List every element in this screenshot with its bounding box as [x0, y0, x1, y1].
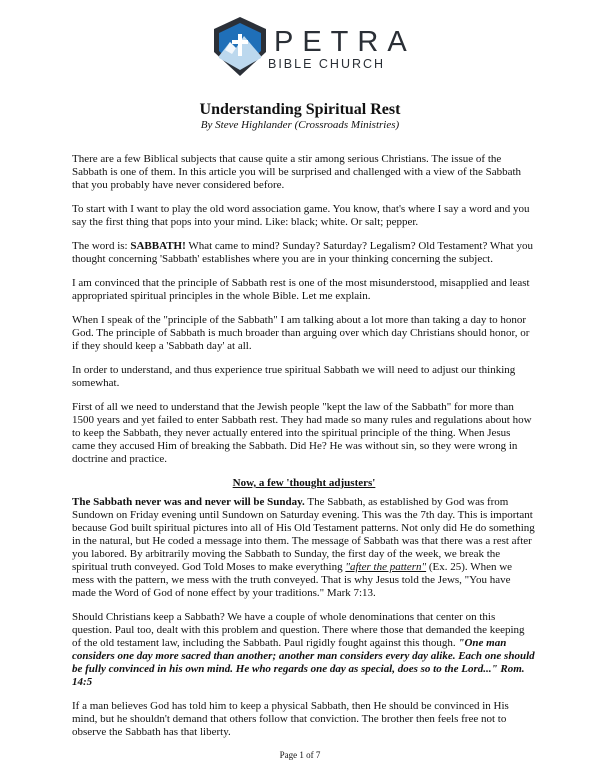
- logo-name: PETRA: [274, 26, 416, 58]
- mountain-shield-icon: [208, 14, 272, 80]
- paragraph: I am convinced that the principle of Sabbath rest is one of the most misunderstood, misapplied and least appropriated spiritual principles in the whole Bible. Let me explain.: [72, 277, 530, 302]
- text-run: The word is:: [72, 240, 131, 252]
- church-logo: [208, 14, 416, 80]
- bold-lead: The Sabbath never was and never will be Sunday.: [72, 496, 305, 508]
- paragraph: [72, 496, 536, 600]
- logo-subtitle: BIBLE CHURCH: [268, 57, 386, 71]
- text-run: Should Christians keep a Sabbath? We have a couple of whole denominations that center on this question. Paul too, dealt with this problem and question. There where those that demanded the keeping of the old testament law, including the Sabbath. Paul rigidly fought against this though.: [72, 611, 525, 649]
- article-body: [72, 153, 536, 750]
- section-subheading: Now, a few 'thought adjusters': [232, 477, 376, 489]
- article-byline: By Steve Highlander (Crossroads Ministries): [200, 119, 400, 131]
- paragraph: In order to understand, and thus experience true spiritual Sabbath we will need to adjust our thinking somewhat.: [72, 364, 516, 389]
- article-title: Understanding Spiritual Rest: [199, 101, 401, 118]
- underlined-quote: "after the pattern": [345, 561, 427, 573]
- scripture-quote: "One man considers one day more sacred than another; another man considers every day alike. Each one should be fully convinced in his own mind. He who regards one day as special, does so to the Lord..." Rom. 14:5: [72, 637, 535, 688]
- text-run: What came to mind? Sunday? Saturday? Legalism? Old Testament? What you thought concerning 'Sabbath' establishes where you are in your thinking concerning the subject.: [72, 240, 533, 265]
- paragraph: When I speak of the "principle of the Sabbath" I am talking about a lot more than taking a day to honor God. The principle of Sabbath is much broader than arguing over which day Christians should honor, or if they should keep a 'Sabbath day' at all.: [72, 314, 530, 352]
- paragraph: To start with I want to play the old word association game. You know, that's where I say a word and you say the first thing that pops into your mind. Like: black; white. Or salt; pepper.: [72, 203, 530, 228]
- text-run: The Sabbath, as established by God was from Sundown on Friday evening until Sundown on Saturday evening. This was the 7th day. This is important because God built spiritual pictures into all of His Old Testament patterns. Not only did He do something in the natural, but He coded a message into them. The message of Sabbath was that there was a rest after you labored. By arbitrarily moving the Sabbath to Sunday, the first day of the week, we break the spiritual truth conveyed. God Told Moses to make everything: [72, 496, 535, 573]
- bold-keyword: SABBATH!: [130, 240, 186, 252]
- paragraph: There are a few Biblical subjects that cause quite a stir among serious Christians. The issue of the Sabbath is one of them. In this article you will be surprised and challenged with a view of the Sabbath that you probably have never considered before.: [72, 153, 522, 191]
- paragraph: If a man believes God has told him to keep a physical Sabbath, then He should be convinced in His mind, but he shouldn't demand that others follow that conviction. The brother then feels free not to observe the Sabbath has that liberty.: [72, 700, 509, 738]
- paragraph: First of all we need to understand that the Jewish people "kept the law of the Sabbath" for more than 1500 years and yet failed to enter Sabbath rest. They had made so many rules and regulations about how to keep the Sabbath, they never actually entered into the spiritual principle of the thing. When Jesus came they accused Him of breaking the Sabbath. Did He? He was without sin, so they were wrong in doctrine and practice.: [72, 401, 532, 465]
- page-number: Page 1 of 7: [279, 750, 321, 760]
- paragraph: [72, 240, 536, 266]
- text-run: (Ex. 25). When we mess with the pattern, we mess with the truth conveyed. That is why Jesus told the Jews, "You have made the Word of God of none effect by your traditions." Mark 7:13.: [72, 561, 513, 599]
- paragraph: [72, 611, 536, 689]
